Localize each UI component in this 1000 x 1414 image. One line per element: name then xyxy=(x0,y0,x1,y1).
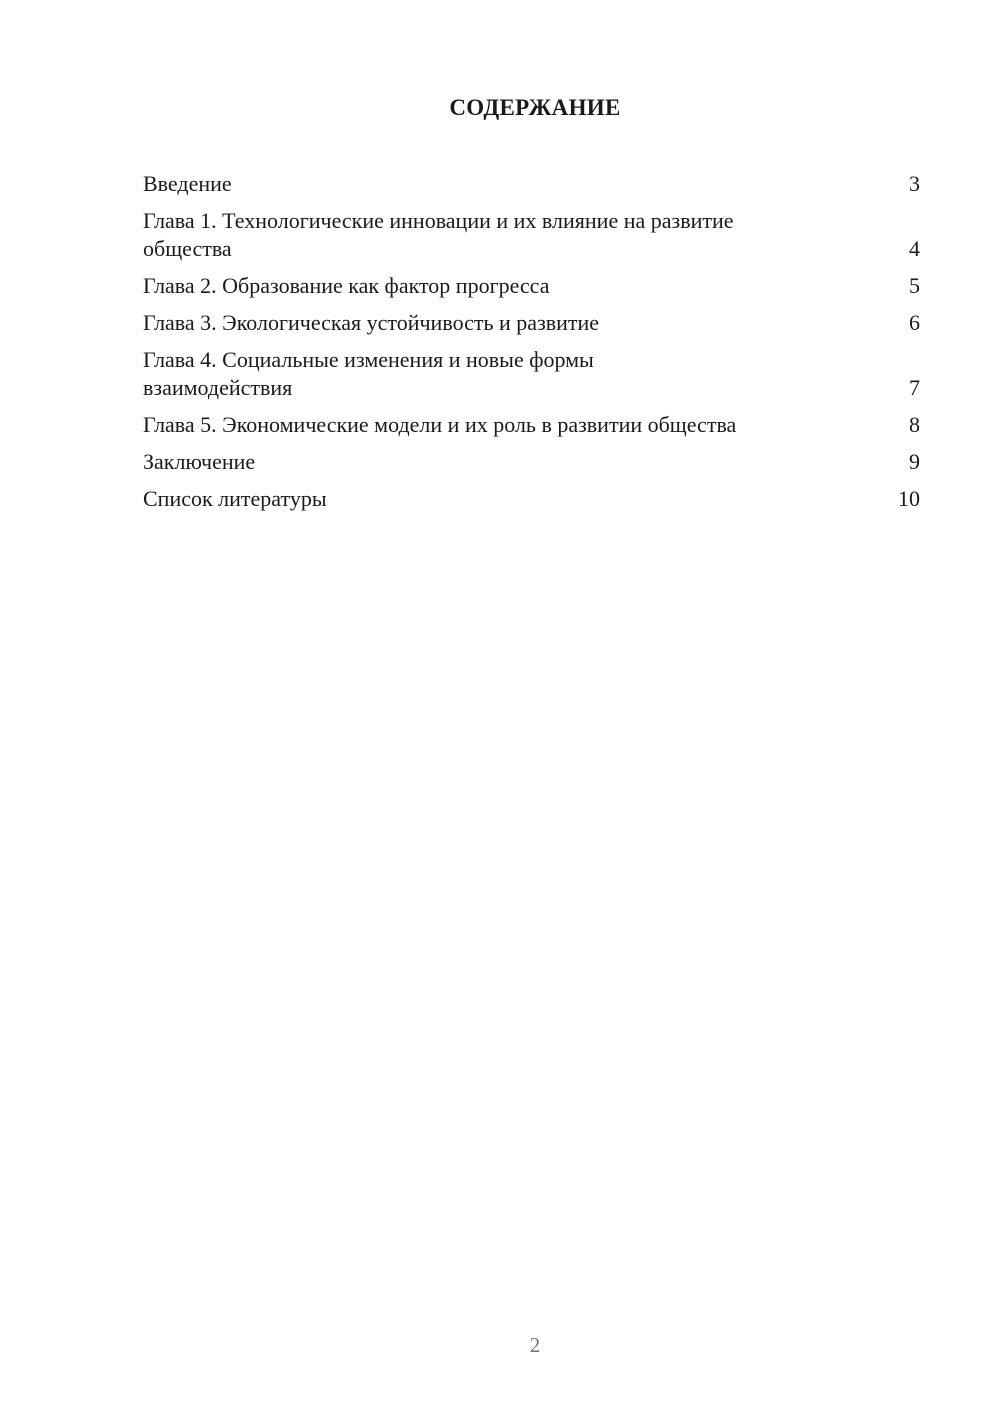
toc-item-page: 9 xyxy=(909,449,920,474)
toc-item-chapter-2[interactable] xyxy=(143,272,920,300)
toc-item-references[interactable] xyxy=(143,485,920,513)
toc-item-label: Глава 3. Экологическая устойчивость и развитие xyxy=(143,310,600,335)
page-number: 2 xyxy=(529,1333,541,1357)
toc-item-chapter-5[interactable] xyxy=(143,411,920,439)
toc-item-page: 10 xyxy=(898,486,920,511)
toc-item-label: Глава 4. Социальные изменения и новые формы взаимодействия xyxy=(143,347,594,400)
toc-item-page: 3 xyxy=(909,171,920,196)
toc-item-page: 5 xyxy=(909,273,920,298)
toc-item-label: Введение xyxy=(143,171,232,196)
toc-item-page: 8 xyxy=(909,412,920,437)
toc-item-chapter-3[interactable] xyxy=(143,309,920,337)
toc-item-page: 6 xyxy=(909,310,920,335)
toc-item-page: 4 xyxy=(909,236,920,261)
toc-item-label: Глава 5. Экономические модели и их роль в развитии общества xyxy=(143,412,737,437)
toc-item-chapter-4[interactable] xyxy=(143,346,920,402)
toc-item-label: Глава 2. Образование как фактор прогресса xyxy=(143,273,550,298)
toc-item-introduction[interactable] xyxy=(143,170,920,198)
toc-item-conclusion[interactable] xyxy=(143,448,920,476)
table-of-contents xyxy=(143,170,920,522)
toc-title: СОДЕРЖАНИЕ xyxy=(449,95,621,120)
toc-item-label: Глава 1. Технологические инновации и их влияние на развитие общества xyxy=(143,208,734,261)
toc-item-page: 7 xyxy=(909,375,920,400)
toc-item-label: Список литературы xyxy=(143,486,327,511)
toc-item-chapter-1[interactable] xyxy=(143,207,920,263)
toc-item-label: Заключение xyxy=(143,449,256,474)
